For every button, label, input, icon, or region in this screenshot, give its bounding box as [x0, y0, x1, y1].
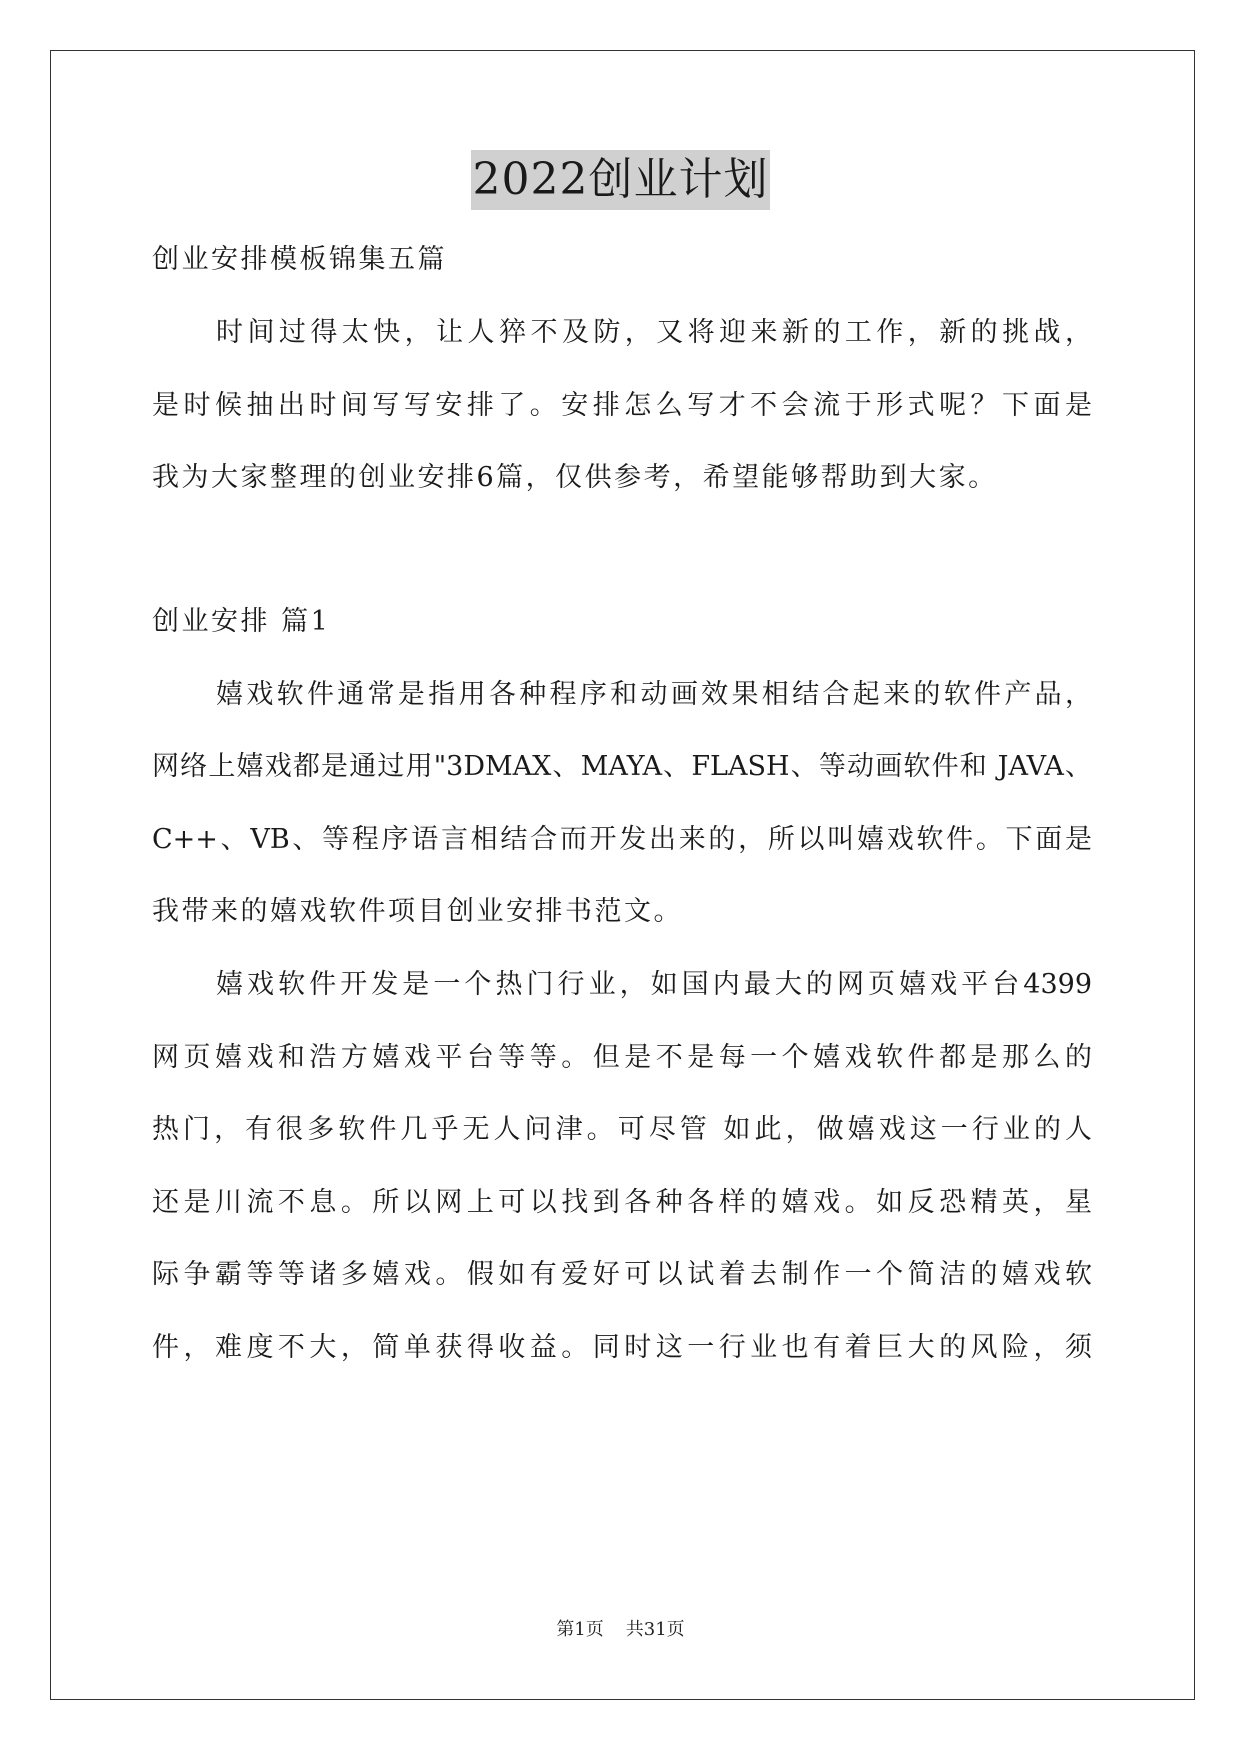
document-subtitle: 创业安排模板锦集五篇	[152, 244, 447, 275]
page-footer	[0, 1618, 1241, 1642]
paragraph2-line-4: 还是川流不息。所以网上可以找到各种各样的嬉戏。如反恐精英，星	[152, 1187, 1092, 1218]
intro-line-2: 是时候抽出时间写写安排了。安排怎么写才不会流于形式呢？下面是	[152, 390, 1092, 421]
paragraph2-line-6: 件，难度不大，简单获得收益。同时这一行业也有着巨大的风险，须	[152, 1332, 1092, 1363]
document-title: 2022创业计划	[471, 150, 771, 210]
section-heading: 创业安排 篇1	[152, 606, 331, 637]
title-container	[0, 150, 1241, 210]
paragraph2-line-2: 网页嬉戏和浩方嬉戏平台等等。但是不是每一个嬉戏软件都是那么的	[152, 1042, 1092, 1073]
page-total: 共31页	[625, 1619, 685, 1640]
page-border	[50, 50, 1195, 1700]
paragraph2-line-1: 嬉戏软件开发是一个热门行业，如国内最大的网页嬉戏平台4399	[216, 969, 1092, 1000]
paragraph2-line-3: 热门，有很多软件几乎无人问津。可尽管 如此，做嬉戏这一行业的人	[152, 1114, 1092, 1145]
paragraph1-line-1: 嬉戏软件通常是指用各种程序和动画效果相结合起来的软件产品，	[216, 679, 1092, 710]
page-number: 第1页	[556, 1619, 604, 1640]
paragraph1-line-4: 我带来的嬉戏软件项目创业安排书范文。	[152, 896, 683, 927]
paragraph1-line-2: 网络上嬉戏都是通过用"3DMAX、MAYA、FLASH、等动画软件和 JAVA、	[152, 751, 1092, 782]
paragraph2-line-5: 际争霸等等诸多嬉戏。假如有爱好可以试着去制作一个简洁的嬉戏软	[152, 1259, 1092, 1290]
paragraph1-line-3: C++、VB、等程序语言相结合而开发出来的，所以叫嬉戏软件。下面是	[152, 824, 1092, 855]
intro-line-1: 时间过得太快，让人猝不及防，又将迎来新的工作，新的挑战，	[216, 317, 1092, 348]
intro-line-3: 我为大家整理的创业安排6篇，仅供参考，希望能够帮助到大家。	[152, 462, 998, 493]
